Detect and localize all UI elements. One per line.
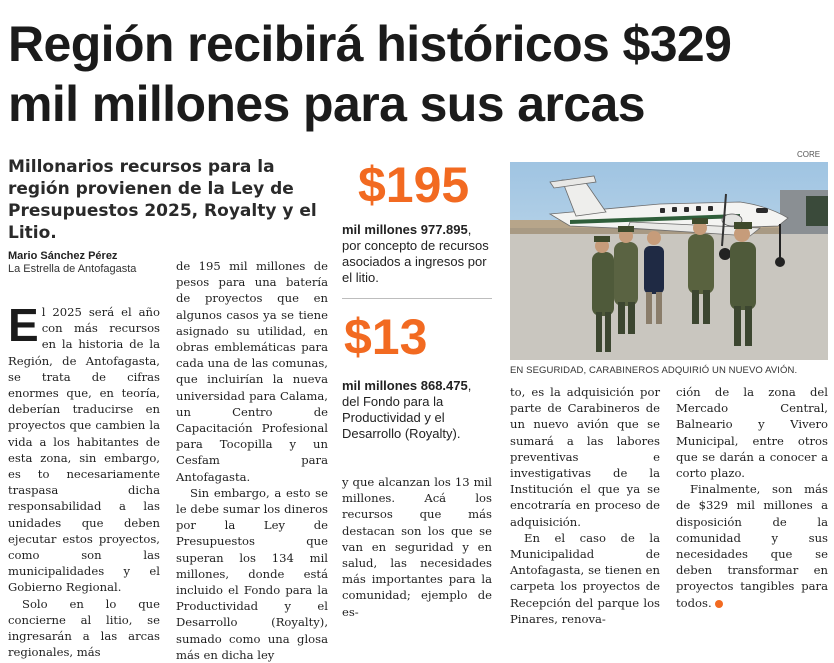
- body-column-3: [342, 474, 492, 620]
- photo-caption: EN SEGURIDAD, CARABINEROS ADQUIRIÓ UN NUEVO AVIÓN.: [510, 365, 798, 376]
- fact-2-bold: mil millones 868.475: [342, 378, 468, 393]
- col2-paragraph-2: Sin embargo, a esto se le debe sumar los dineros por la Ley de Presupuestos que superan los 134 mil millones, donde está incluido el Fondo para la Productividad y el Desarrollo (Royalty), sumado como una glosa más en dicha ley: [176, 485, 328, 662]
- fact-1-text: [342, 222, 492, 286]
- fact-1-amount: $195: [358, 157, 470, 213]
- headline-line-2: mil millones para sus arcas: [8, 76, 645, 132]
- subheadline: Millonarios recursos para la región provienen de la Ley de Presupuestos 2025, Royalty y el Litio.: [8, 157, 317, 243]
- col2-paragraph-1: de 195 mil millones de pesos para una batería de proyectos que en algunos casos ya se tiene asignado su utilidad, en obras emblemáticas para cada una de las comunas, que incluirían la nueva universidad para Calama, un Centro de Capacitación Profesional para Tocopilla y un Cesfam para Antofagasta.: [176, 259, 328, 484]
- body-column-4: [510, 384, 660, 627]
- col1-paragraph-2: Solo en lo que concierne al litio, se ingresarán a las arcas regionales, más: [8, 596, 160, 660]
- body-column-2: [176, 258, 328, 663]
- fact-2-amount: $13: [344, 309, 428, 365]
- byline-outlet: La Estrella de Antofagasta: [8, 263, 137, 275]
- fact-divider: [342, 298, 492, 299]
- col1-paragraph-1: l 2025 será el año con más recursos en la historia de la Región, de Antofagasta, se trata de cifras enormes que, en teoría, deberían traducirse en proyectos que cambien la vida a los habitantes de esta zona, sin embargo, es to necesariamente traspasa dicha responsabilidad a las unidades que deben ejecutar estos proyectos, como son las municipalidades y el Gobierno Regional.: [8, 305, 160, 595]
- fact-1-bold: mil millones 977.895: [342, 222, 468, 237]
- body-column-5: [676, 384, 828, 611]
- end-of-article-icon: [715, 600, 723, 608]
- col4-paragraph-2: En el caso de la Municipalidad de Antofagasta, se tienen en carpeta los proyectos de Recepción del parque los Pinares, renova-: [510, 530, 660, 626]
- col4-paragraph-1: to, es la adquisición por parte de Carabineros de un nuevo avión que se sumará a las labores preventivas e investigativas de la Institución el que ya se encotraría en proceso de adquisición.: [510, 385, 660, 529]
- col5-paragraph-2: Finalmente, son más de $329 mil millones a disposición de la comunidad y sus necesidades que se deben transformar en proyectos tangibles para todos.: [676, 482, 828, 610]
- drop-cap: E: [8, 299, 39, 351]
- photo-carabineros-plane: [510, 162, 828, 360]
- col3-paragraph-1: y que alcanzan los 13 mil millones. Acá los recursos que más destacan son los que se van en seguridad y en salud, las necesidades más importantes para la comunidad; ejemplo de es-: [342, 475, 492, 619]
- body-column-1: [8, 299, 160, 660]
- photo-credit: CORE: [797, 150, 821, 159]
- col5-paragraph-1: ción de la zona del Mercado Central, Balneario y Vivero Municipal, entre otros que se darán a conocer a corto plazo.: [676, 385, 828, 481]
- byline-author: Mario Sánchez Pérez: [8, 250, 118, 262]
- headline: [8, 14, 828, 134]
- fact-2-rest: , del Fondo para la Productividad y el Desarrollo (Royalty).: [342, 378, 472, 441]
- fact-1-rest: , por concepto de recursos asociados a ingresos por el litio.: [342, 222, 489, 285]
- plane-photo-illustration: [510, 162, 828, 360]
- headline-line-1: Región recibirá históricos $329: [8, 16, 732, 72]
- fact-2-text: [342, 378, 492, 442]
